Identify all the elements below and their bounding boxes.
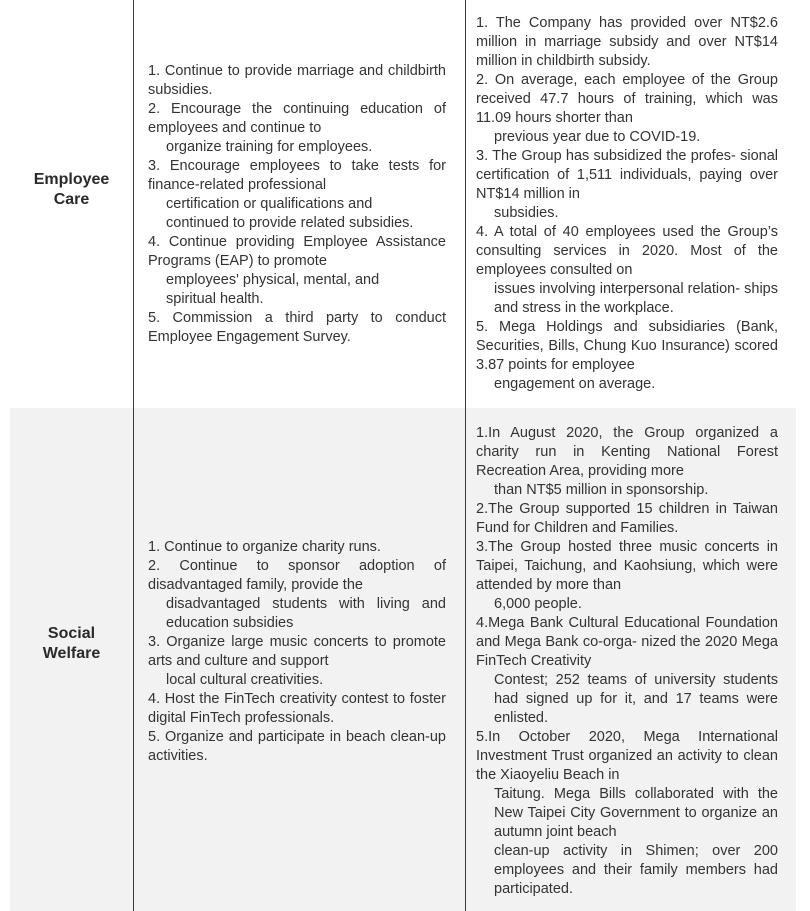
list-item-text: 3. The Group has subsidized the profes- sional certification of 1,511 individuals, paying over NT$14 million in <box>476 148 778 202</box>
list-item-text: 1. Continue to provide marriage and childbirth subsidies. <box>148 63 446 98</box>
list-item <box>476 14 778 71</box>
social-welfare-plans <box>148 538 446 766</box>
list-item-text: 1. The Company has provided over NT$2.6 million in marriage subsidy and over NT$14 million in childbirth subsidy. <box>476 15 778 69</box>
list-item <box>476 538 778 614</box>
list-item-text: local cultural creativities. <box>166 672 324 688</box>
column-divider <box>133 0 134 911</box>
list-item-text: spiritual health. <box>166 291 264 307</box>
category-label: Welfare <box>42 645 101 662</box>
list-item-text: previous year due to COVID-19. <box>494 129 701 145</box>
list-item-text: certification or qualifications and <box>166 196 373 212</box>
list-item-text: 1.In August 2020, the Group organized a charity run in Kenting National Forest Recreation Area, providing more <box>476 425 778 479</box>
list-item-text: than NT$5 million in sponsorship. <box>494 482 709 498</box>
list-item <box>148 690 446 728</box>
list-item <box>476 147 778 223</box>
list-item-text: 4.Mega Bank Cultural Educational Foundation and Mega Bank co-orga- nized the 2020 Mega FinTech Creativity <box>476 615 778 669</box>
list-item <box>148 233 446 309</box>
list-item-text: subsidies. <box>494 205 559 221</box>
list-item <box>476 223 778 318</box>
list-item-text: 3.The Group hosted three music concerts in Taipei, Taichung, and Kaohsiung, which were attended by more than <box>476 539 778 593</box>
list-item <box>148 633 446 690</box>
list-item-text: 4. A total of 40 employees used the Group’s consulting services in 2020. Most of the employees consulted on <box>476 224 778 278</box>
list-item-text: 4. Host the FinTech creativity contest to foster digital FinTech professionals. <box>148 691 446 726</box>
list-item <box>476 424 778 500</box>
list-item-text: 2. Continue to sponsor adoption of disadvantaged family, provide the <box>148 558 446 593</box>
list-item-text: 4. Continue providing Employee Assistance Programs (EAP) to promote <box>148 234 446 269</box>
list-item-text: 5. Commission a third party to conduct Employee Engagement Survey. <box>148 310 446 345</box>
list-item-text: 1. Continue to organize charity runs. <box>148 539 381 555</box>
list-item <box>148 157 446 233</box>
category-label: Employee <box>33 171 110 188</box>
list-item <box>476 728 778 899</box>
list-item-text: disadvantaged students with living and education subsidies <box>166 596 446 631</box>
list-item-text: employees' physical, mental, and <box>166 272 380 288</box>
list-item-text: issues involving interpersonal relation- ships and stress in the workplace. <box>494 281 778 316</box>
column-divider <box>465 0 466 911</box>
list-item-text: 6,000 people. <box>494 596 582 612</box>
category-label: Social <box>47 625 96 642</box>
list-item-text: 2.The Group supported 15 children in Taiwan Fund for Children and Families. <box>476 501 778 536</box>
list-item <box>148 557 446 633</box>
list-item-text: Taitung. Mega Bills collaborated with the New Taipei City Government to organize an autumn joint beach <box>494 786 778 840</box>
list-item <box>148 100 446 157</box>
list-item-text: Contest; 252 teams of university students had signed up for it, and 17 teams were enlisted. <box>494 672 778 726</box>
list-item-text: 2. On average, each employee of the Group received 47.7 hours of training, which was 11.09 hours shorter than <box>476 72 778 126</box>
list-item <box>476 71 778 147</box>
employee-care-plans <box>148 62 446 347</box>
list-item-text: 5. Organize and participate in beach clean-up activities. <box>148 729 446 764</box>
category-employee-care <box>10 170 133 210</box>
list-item-text: 5. Mega Holdings and subsidiaries (Bank, Securities, Bills, Chung Kuo Insurance) scored 3.87 points for employee <box>476 319 778 373</box>
list-item-text: engagement on average. <box>494 376 656 392</box>
list-item-text: organize training for employees. <box>166 139 373 155</box>
list-item <box>476 318 778 394</box>
list-item-text: continued to provide related subsidies. <box>166 215 414 231</box>
list-item-text: clean-up activity in Shimen; over 200 employees and their family members had participated. <box>494 843 778 897</box>
list-item <box>476 614 778 728</box>
list-item-text: 5.In October 2020, Mega International Investment Trust organized an activity to clean the Xiaoyeliu Beach in <box>476 729 778 783</box>
list-item-text: 2. Encourage the continuing education of employees and continue to <box>148 101 446 136</box>
employee-care-results <box>476 14 778 394</box>
social-welfare-results <box>476 424 778 899</box>
category-social-welfare <box>10 624 133 664</box>
list-item-text: 3. Encourage employees to take tests for finance-related professional <box>148 158 446 193</box>
list-item <box>148 62 446 100</box>
list-item <box>148 309 446 347</box>
list-item <box>476 500 778 538</box>
list-item <box>148 728 446 766</box>
list-item <box>148 538 446 557</box>
category-label: Care <box>53 191 90 208</box>
list-item-text: 3. Organize large music concerts to promote arts and culture and support <box>148 634 446 669</box>
